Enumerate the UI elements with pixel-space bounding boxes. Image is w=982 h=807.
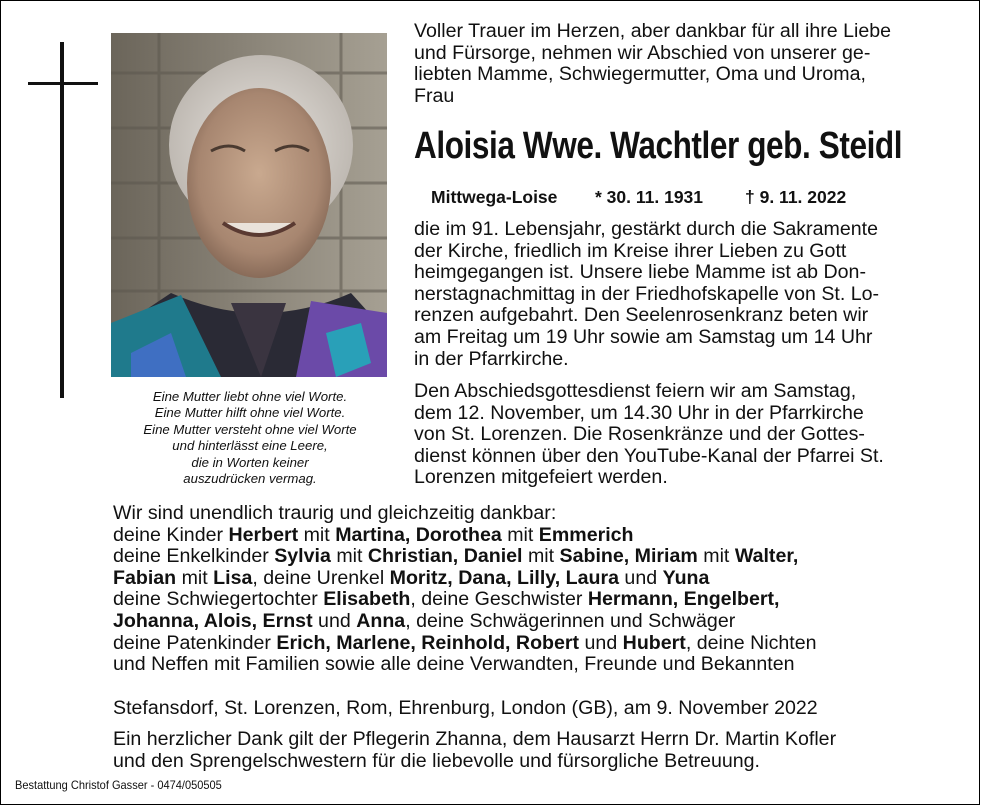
family-line: [113, 546, 963, 568]
family-name-bold: Walter,: [734, 545, 799, 568]
family-name-bold: Erich, Marlene, Reinhold, Robert: [276, 631, 580, 654]
family-line: [113, 525, 963, 547]
family-name-bold: Christian, Daniel: [367, 545, 523, 568]
family-name-bold: Herbert: [228, 523, 299, 546]
intro-text: [414, 21, 962, 107]
family-name-bold: Lisa: [213, 566, 253, 589]
body-line: renzen aufgebahrt. Den Seelenrosenkranz beten wir: [414, 304, 869, 327]
family-text: und: [579, 631, 623, 654]
intro-line: Voller Trauer im Herzen, aber dankbar für all ihre Liebe: [414, 20, 892, 42]
family-text: , deine Nichten: [685, 631, 817, 654]
poem-line: die in Worten keiner: [191, 454, 309, 470]
family-text: und: [312, 609, 357, 632]
family-list: [113, 503, 963, 676]
family-text: mit: [501, 523, 539, 546]
thanks-text: [113, 729, 963, 772]
funeral-home-footer: Bestattung Christof Gasser - 0474/050505: [15, 778, 222, 792]
family-name-bold: Martina, Dorothea: [335, 523, 502, 546]
family-text: , deine Geschwister: [410, 588, 588, 611]
family-text: und: [618, 566, 663, 589]
body-text-2: [414, 381, 962, 489]
family-line: [113, 589, 963, 611]
family-name-bold: Yuna: [662, 566, 710, 589]
thanks-line: und den Sprengelschwestern für die liebevolle und fürsorgliche Betreuung.: [113, 749, 761, 772]
family-line: [113, 568, 963, 590]
body-line: von St. Lorenzen. Die Rosenkränze und der Gottes-: [414, 423, 865, 446]
body-line: nerstagnachmittag in der Friedhofskapelle von St. Lo-: [414, 282, 880, 305]
family-name-bold: Hermann, Engelbert,: [587, 588, 780, 611]
family-name-bold: Elisabeth: [323, 588, 411, 611]
body-line: dienst können über den YouTube-Kanal der Pfarrei St.: [414, 444, 884, 467]
body-line: in der Pfarrkirche.: [414, 347, 569, 370]
intro-line: und Fürsorge, nehmen wir Abschied von unserer ge-: [414, 41, 871, 64]
death-date: † 9. 11. 2022: [745, 187, 847, 207]
family-line: und Neffen mit Familien sowie alle deine Verwandten, Freunde und Bekannten: [113, 653, 795, 676]
poem-line: Eine Mutter hilft ohne viel Worte.: [154, 405, 346, 421]
family-text: , deine Urenkel: [252, 566, 390, 589]
intro-line: Frau: [414, 84, 455, 107]
deceased-name: Aloisia Wwe. Wachtler geb. Steidl: [414, 125, 903, 167]
cross-icon-bar: [28, 82, 98, 85]
body-line: dem 12. November, um 14.30 Uhr in der Pfarrkirche: [414, 401, 864, 424]
body-line: heimgegangen ist. Unsere liebe Mamme ist ab Don-: [414, 261, 866, 284]
family-name-bold: Anna: [356, 609, 406, 632]
poem: [109, 389, 391, 487]
family-text: deine Enkelkinder: [113, 545, 275, 568]
family-name-bold: Sabine, Miriam: [559, 545, 698, 568]
family-text: , deine Schwägerinnen und Schwäger: [405, 609, 736, 632]
family-text: mit: [697, 545, 735, 568]
family-text: deine Patenkinder: [113, 631, 277, 654]
family-text: deine Kinder: [113, 523, 229, 546]
poem-line: und hinterlässt eine Leere,: [172, 438, 328, 454]
body-line: am Freitag um 19 Uhr sowie am Samstag um 14 Uhr: [414, 325, 873, 348]
family-name-bold: Hubert: [622, 631, 686, 654]
family-name-bold: Moritz, Dana, Lilly, Laura: [389, 566, 619, 589]
poem-line: Eine Mutter liebt ohne viel Worte.: [152, 389, 348, 404]
family-name-bold: Emmerich: [538, 523, 634, 546]
birth-date: * 30. 11. 1931: [595, 187, 704, 207]
birthplace: Mittwega-Loise: [431, 187, 558, 207]
family-text: mit: [330, 545, 368, 568]
life-dates: [431, 186, 961, 208]
family-text: mit: [298, 523, 336, 546]
family-name-bold: Fabian: [113, 566, 177, 589]
body-line: Lorenzen mitgefeiert werden.: [414, 466, 668, 489]
body-line: die im 91. Lebensjahr, gestärkt durch die Sakramente: [414, 218, 878, 240]
family-text: mit: [176, 566, 214, 589]
family-line: [113, 611, 963, 633]
family-text: deine Schwiegertochter: [113, 588, 324, 611]
intro-line: liebten Mamme, Schwiegermutter, Oma und Uroma,: [414, 63, 866, 86]
poem-line: Eine Mutter versteht ohne viel Worte: [143, 421, 357, 437]
cross-icon: [60, 42, 64, 398]
body-line: Den Abschiedsgottesdienst feiern wir am Samstag,: [414, 380, 857, 402]
poem-line: auszudrücken vermag.: [183, 471, 317, 487]
body-text-1: [414, 219, 962, 370]
family-line: Wir sind unendlich traurig und gleichzeitig dankbar:: [113, 502, 557, 524]
family-text: mit: [522, 545, 560, 568]
place-and-date: Stefansdorf, St. Lorenzen, Rom, Ehrenburg, London (GB), am 9. November 2022: [113, 697, 818, 719]
family-line: [113, 633, 963, 655]
portrait-photo: [111, 33, 387, 377]
thanks-line: Ein herzlicher Dank gilt der Pflegerin Zhanna, dem Hausarzt Herrn Dr. Martin Kofler: [113, 728, 837, 750]
family-name-bold: Sylvia: [274, 545, 331, 568]
body-line: der Kirche, friedlich im Kreise ihrer Lieben zu Gott: [414, 239, 847, 262]
family-name-bold: Johanna, Alois, Ernst: [113, 609, 313, 632]
